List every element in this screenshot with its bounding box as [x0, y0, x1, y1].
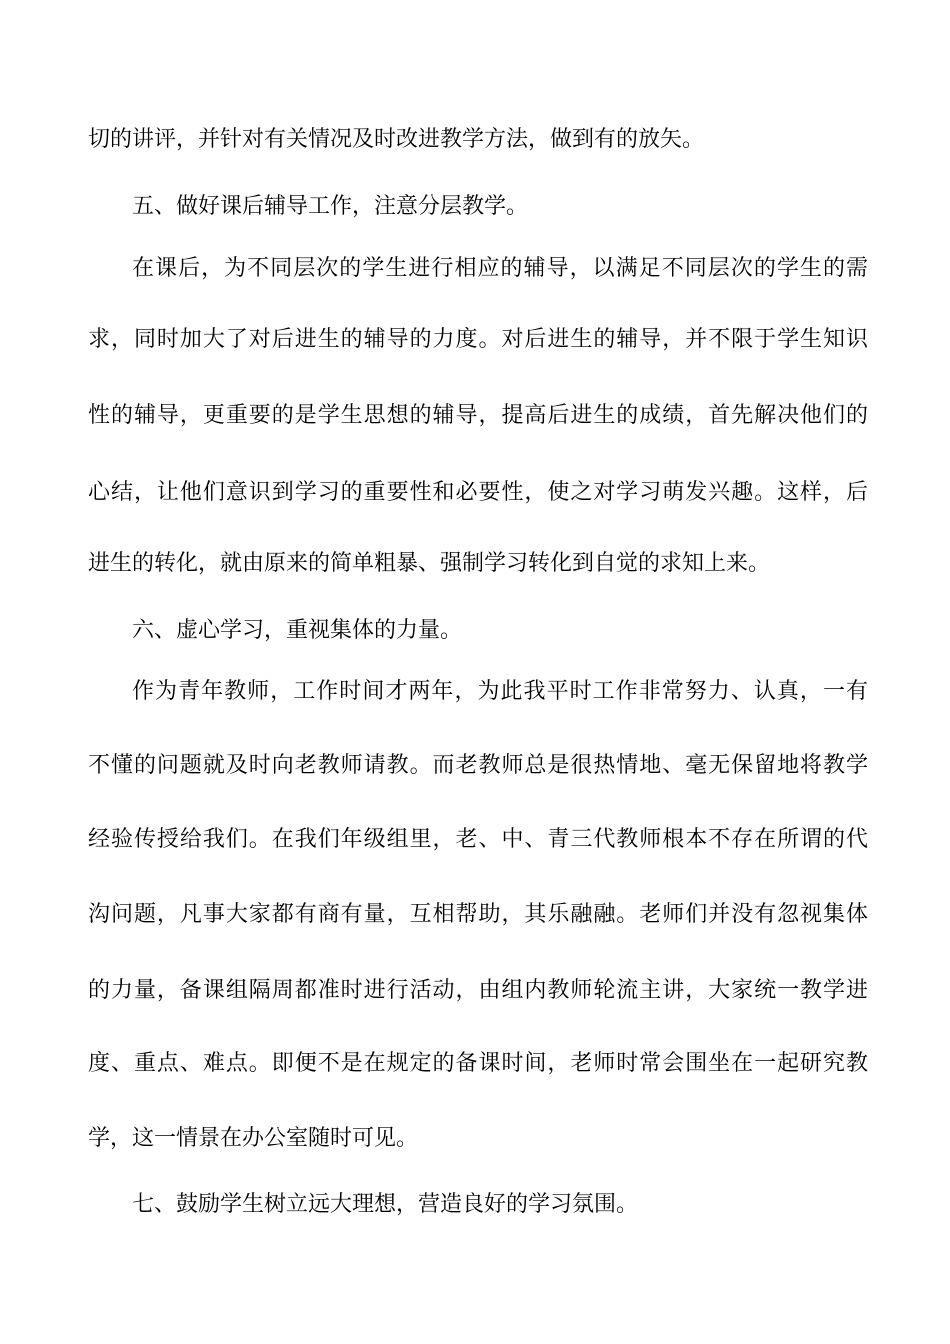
paragraph-line: 进生的转化，就由原来的简单粗暴、强制学习转化到自觉的求知上来。 — [88, 551, 771, 576]
paragraph-line: 作为青年教师，工作时间才两年，为此我平时工作非常努力、认真，一有 — [132, 679, 868, 704]
paragraph-line: 在课后，为不同层次的学生进行相应的辅导，以满足不同层次的学生的需 — [132, 256, 868, 281]
paragraph-line: 度、重点、难点。即便不是在规定的备课时间，老师时常会围坐在一起研究教 — [88, 1051, 868, 1076]
paragraph-line: 学，这一情景在办公室随时可见。 — [88, 1126, 419, 1151]
paragraph-line: 不懂的问题就及时向老教师请教。而老教师总是很热情地、毫无保留地将教学 — [88, 753, 868, 778]
section-heading-6: 六、虚心学习，重视集体的力量。 — [132, 618, 463, 643]
paragraph-line: 性的辅导，更重要的是学生思想的辅导，提高后进生的成绩，首先解决他们的 — [88, 403, 868, 428]
section-heading-5: 五、做好课后辅导工作，注意分层教学。 — [132, 194, 529, 219]
paragraph-line: 求，同时加大了对后进生的辅导的力度。对后进生的辅导，并不限于学生知识 — [88, 327, 868, 352]
paragraph-line: 的力量，备课组隔周都准时进行活动，由组内教师轮流主讲，大家统一教学进 — [88, 978, 868, 1003]
paragraph-line: 心结，让他们意识到学习的重要性和必要性，使之对学习萌发兴趣。这样，后 — [88, 480, 868, 505]
paragraph-line: 切的讲评，并针对有关情况及时改进教学方法，做到有的放矢。 — [88, 127, 705, 152]
section-heading-7: 七、鼓励学生树立远大理想，营造良好的学习氛围。 — [132, 1192, 639, 1217]
paragraph-line: 经验传授给我们。在我们年级组里，老、中、青三代教师根本不存在所谓的代 — [88, 827, 868, 852]
paragraph-line: 沟问题，凡事大家都有商有量，互相帮助，其乐融融。老师们并没有忽视集体 — [88, 902, 868, 927]
